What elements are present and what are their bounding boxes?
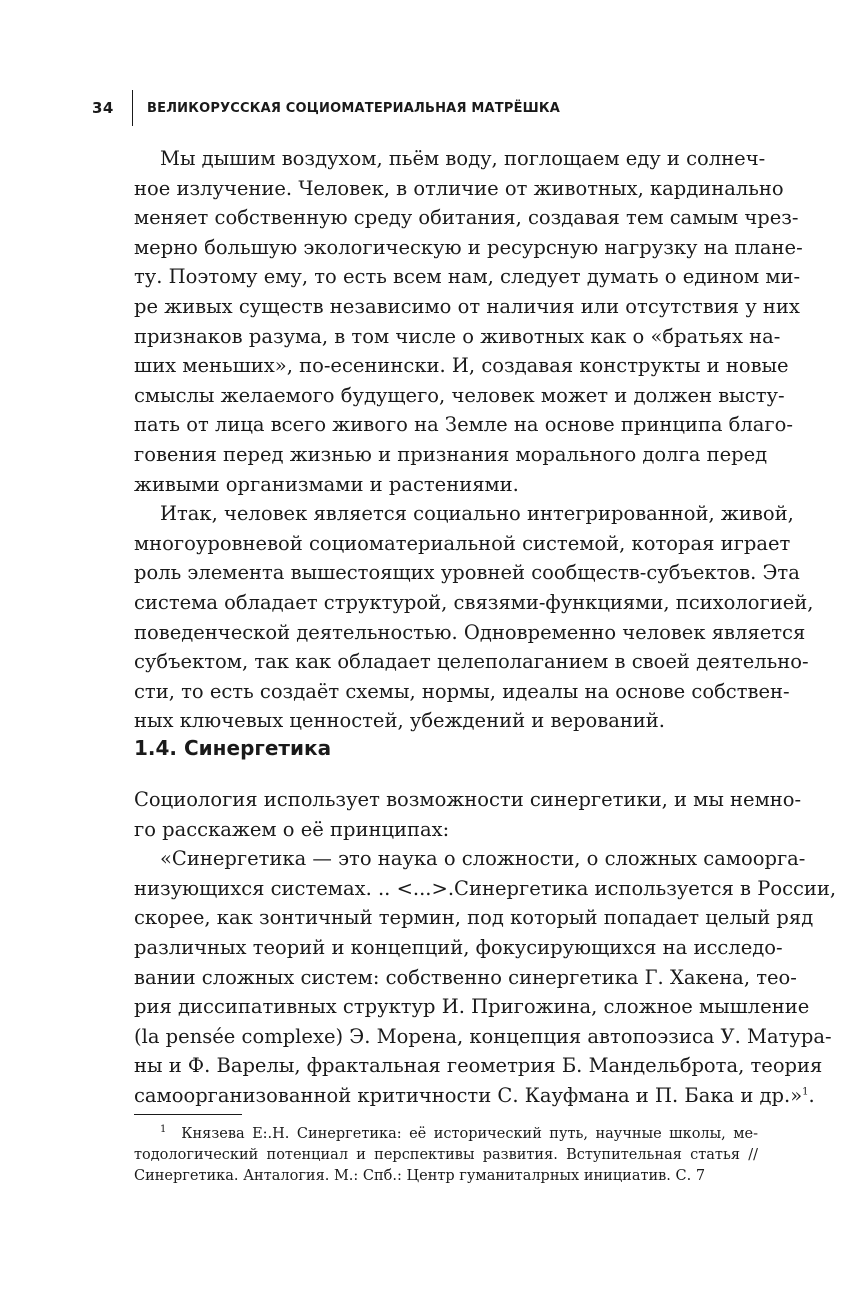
- text-line: система обладает структурой, связями-функциями, психологией,: [134, 590, 814, 614]
- text-line: скорее, как зонтичный термин, под который попадает целый ряд: [134, 906, 814, 930]
- header-divider: [132, 90, 133, 126]
- text-line: го расскажем о её принципах:: [134, 817, 450, 841]
- text-line: ших меньших», по-есенински. И, создавая конструкты и новые: [134, 354, 789, 378]
- text-line: вании сложных систем: собственно синергетика Г. Хакена, тео-: [134, 965, 797, 989]
- footnote-reference[interactable]: 1: [802, 1086, 809, 1098]
- text-line: сти, то есть создаёт схемы, нормы, идеалы на основе собствен-: [134, 679, 790, 703]
- footnote-marker: 1: [160, 1124, 167, 1136]
- footnote-line: [134, 1124, 758, 1145]
- text-line: Итак, человек является социально интегрированной, живой,: [160, 502, 794, 526]
- text-line: поведенческой деятельностью. Одновременно человек является: [134, 620, 806, 644]
- footnote-line: Синергетика. Анталогия. М.: Спб.: Центр гуманиталрных инициатив. С. 7: [134, 1168, 706, 1184]
- footnote: [134, 1124, 758, 1187]
- text-line: низующихся системах. .. <...>.Синергетика используется в России,: [134, 876, 837, 900]
- text-line: «Синергетика — это наука о сложности, о сложных самоорга-: [160, 847, 806, 871]
- paragraph-1: [134, 144, 814, 736]
- text-line: ны и Ф. Варелы, фрактальная геометрия Б. Мандельброта, теория: [134, 1054, 823, 1078]
- text-line: ных ключевых ценностей, убеждений и верований.: [134, 709, 666, 733]
- text-line: меняет собственную среду обитания, создавая тем самым чрез-: [134, 206, 799, 230]
- section-heading: 1.4. Синергетика: [134, 736, 332, 760]
- text-line: самоорганизованной критичности С. Кауфмана и П. Бака и др.»$^1$.: [134, 1083, 815, 1107]
- text-line: смыслы желаемого будущего, человек может и должен высту-: [134, 383, 785, 407]
- quote-last-line: самоорганизованной критичности С. Кауфмана и П. Бака и др.»: [134, 1083, 803, 1107]
- footnote-divider: [134, 1114, 242, 1115]
- text-line: Социология использует возможности синергетики, и мы немно-: [134, 788, 802, 811]
- page-number: 34: [92, 99, 114, 117]
- text-line: пать от лица всего живого на Земле на основе принципа благо-: [134, 413, 793, 437]
- footnote-line: тодологический потенциал и перспективы развития. Вступительная статья //: [134, 1147, 758, 1163]
- text-line: многоуровневой социоматериальной системой, которая играет: [134, 531, 791, 555]
- text-line: ре живых существ независимо от наличия или отсутствия у них: [134, 294, 800, 318]
- text-line: ту. Поэтому ему, то есть всем нам, следует думать о едином ми-: [134, 265, 801, 289]
- text-line: (la pensée complexe) Э. Морена, концепция автопоэзиса У. Матура-: [134, 1024, 832, 1048]
- text-line: рия диссипативных структур И. Пригожина, сложное мышление: [134, 995, 810, 1019]
- running-header: [92, 90, 560, 126]
- running-title: ВЕЛИКОРУССКАЯ СОЦИОМАТЕРИАЛЬНАЯ МАТРЁШКА: [147, 100, 560, 116]
- paragraph-3: [134, 785, 837, 1111]
- text-line: субъектом, так как обладает целеполаганием в своей деятельно-: [134, 650, 809, 674]
- text-line: ное излучение. Человек, в отличие от животных, кардинально: [134, 176, 784, 200]
- text-line: признаков разума, в том числе о животных как о «братьях на-: [134, 324, 781, 348]
- text-line: мерно большую экологическую и ресурсную нагрузку на плане-: [134, 235, 803, 259]
- text-line: роль элемента вышестоящих уровней сообществ-субъектов. Эта: [134, 561, 800, 585]
- text-line: Мы дышим воздухом, пьём воду, поглощаем еду и солнеч-: [160, 147, 766, 170]
- footnote-text: Князева Е:.Н. Синергетика: её исторический путь, научные школы, ме-: [181, 1126, 759, 1142]
- text-line: различных теорий и концепций, фокусирующихся на исследо-: [134, 935, 783, 959]
- text-line: живыми организмами и растениями.: [134, 472, 519, 496]
- text-line: говения перед жизнью и признания морального долга перед: [134, 442, 768, 466]
